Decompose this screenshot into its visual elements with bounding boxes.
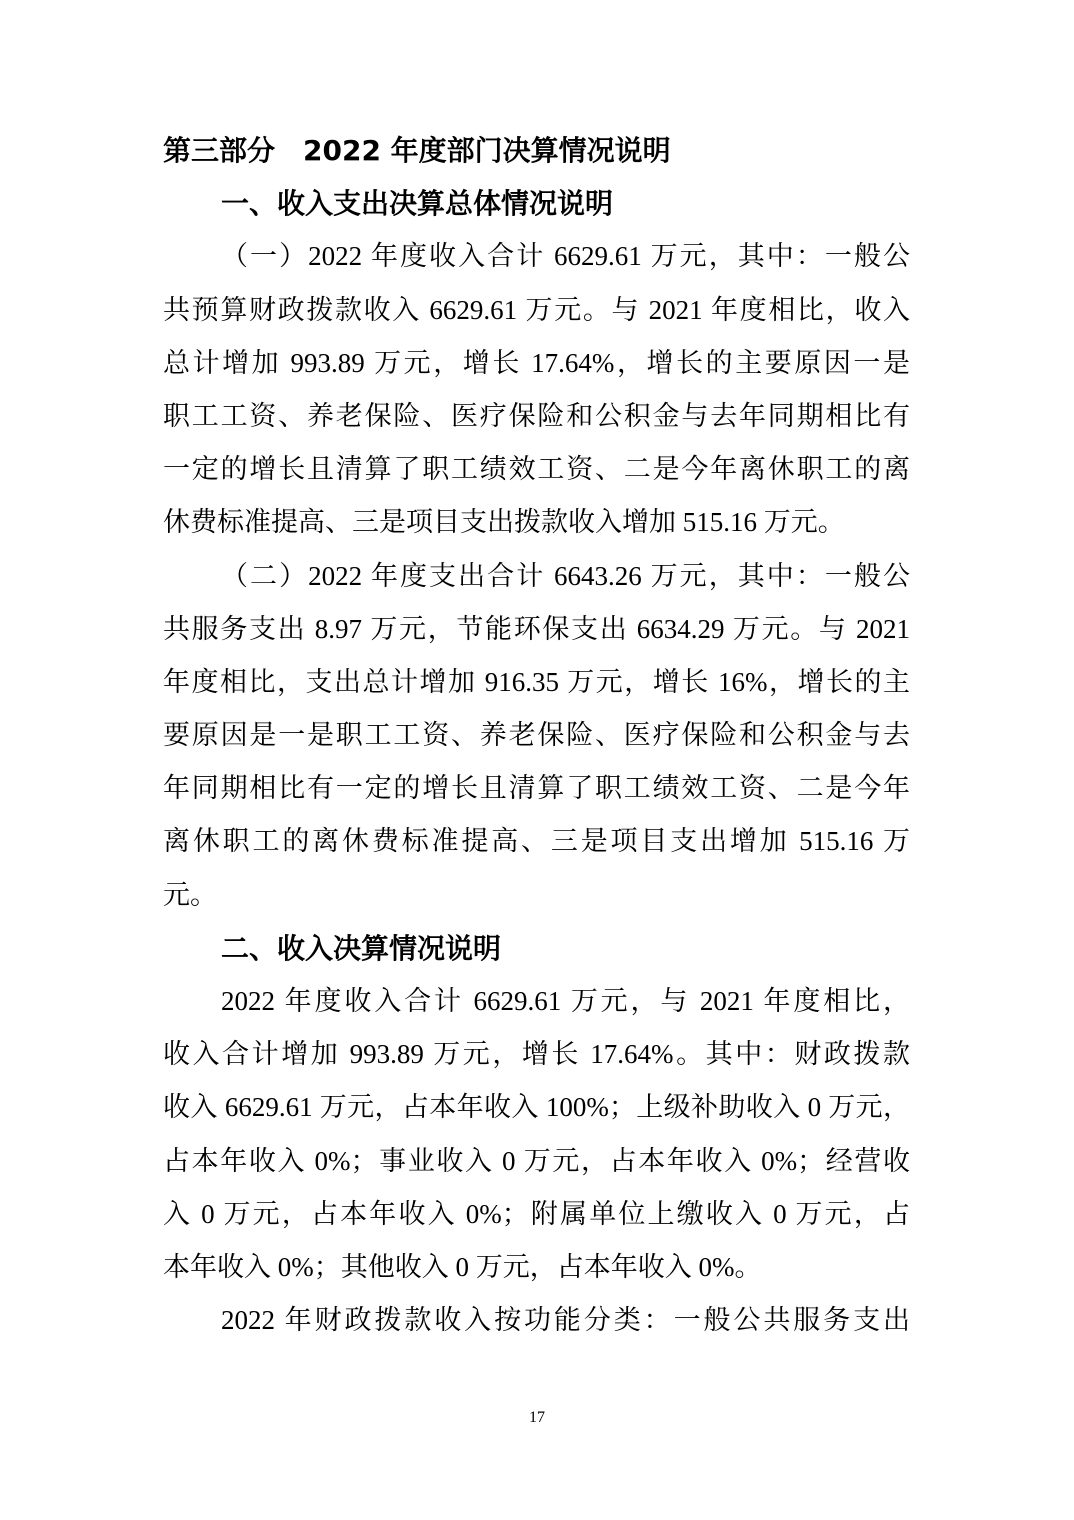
page-title: 第三部分 2022 年度部门决算情况说明 [163,134,671,167]
paragraph-income-breakdown [163,975,910,1294]
document-body [163,124,910,1347]
section-heading: 一、收入支出决算总体情况说明 [221,187,614,221]
paragraph-line: 2022 年财政拨款收入按功能分类：一般公共服务支出 [221,1305,910,1336]
paragraph-line: 一定的增长且清算了职工绩效工资、二是今年离休职工的离 [163,454,910,485]
paragraph-line: 职工工资、养老保险、医疗保险和公积金与去年同期相比有 [163,400,910,431]
paragraph-expenditure-summary [163,550,910,922]
paragraph-line: 共预算财政拨款收入 6629.61 万元。与 2021 年度相比，收入 [163,294,910,325]
section-income-expenditure-overview [163,177,910,922]
paragraph-functional-classification [163,1294,910,1347]
paragraph-line: 入 0 万元，占本年收入 0%；附属单位上缴收入 0 万元，占 [163,1198,910,1229]
paragraph-line: 年度相比，支出总计增加 916.35 万元，增长 16%，增长的主 [163,666,910,697]
paragraph-line: 休费标准提高、三是项目支出拨款收入增加 515.16 万元。 [163,507,845,538]
paragraph-line: 共服务支出 8.97 万元，节能环保支出 6634.29 万元。与 2021 [163,613,910,644]
paragraph-line: 年同期相比有一定的增长且清算了职工绩效工资、二是今年 [163,773,910,804]
paragraph-line: 收入 6629.61 万元，占本年收入 100%；上级补助收入 0 万元， [163,1092,910,1123]
page-number: 17 [529,1409,545,1426]
paragraph-line: 离休职工的离休费标准提高、三是项目支出增加 515.16 万 [163,826,910,857]
paragraph-line: 要原因是一是职工工资、养老保险、医疗保险和公积金与去 [163,720,910,751]
section-income-final-accounts [163,922,910,1348]
paragraph-line: 2022 年度收入合计 6629.61 万元，与 2021 年度相比， [221,986,910,1016]
paragraph-line: 本年收入 0%；其他收入 0 万元，占本年收入 0%。 [163,1251,762,1282]
paragraph-line: （二）2022 年度支出合计 6643.26 万元，其中：一般公 [221,560,910,591]
paragraph-line: 收入合计增加 993.89 万元，增长 17.64%。其中：财政拨款 [163,1039,910,1070]
paragraph-line: （一）2022 年度收入合计 6629.61 万元，其中：一般公 [221,241,910,272]
paragraph-line: 总计增加 993.89 万元，增长 17.64%，增长的主要原因一是 [163,347,910,378]
paragraph-line: 元。 [163,879,217,910]
paragraph-income-summary [163,230,910,549]
section-heading: 二、收入决算情况说明 [221,931,502,965]
paragraph-line: 占本年收入 0%；事业收入 0 万元，占本年收入 0%；经营收 [163,1145,910,1176]
